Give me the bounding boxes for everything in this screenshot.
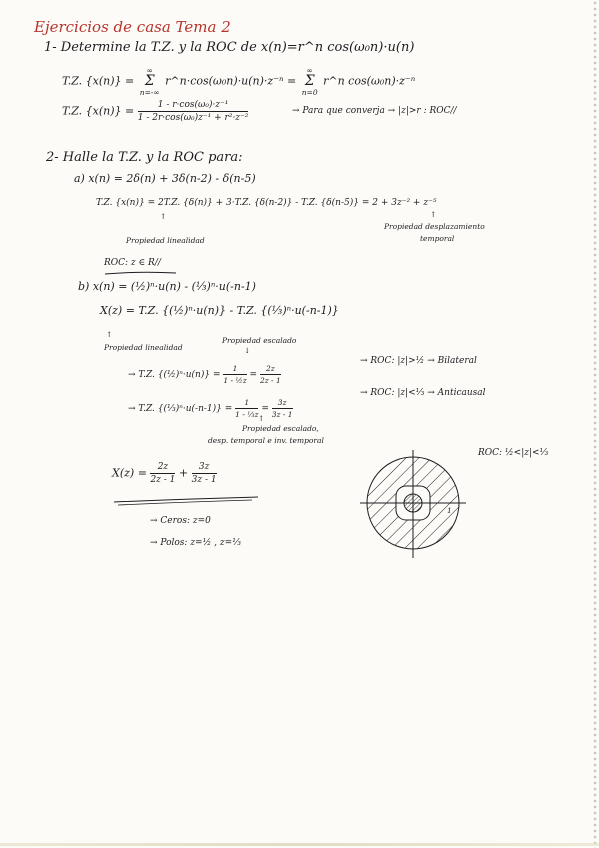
ex1-line1-body2: r^n cos(ω₀n)·z⁻ⁿ [323, 74, 416, 88]
ex2b-term1-frac1 [223, 364, 246, 385]
ex2b-final-n1: 2z [150, 462, 175, 474]
ex2b-final-frac1 [150, 462, 175, 485]
ex2-statement: 2- Halle la T.Z. y la ROC para: [46, 150, 243, 165]
ex2b-term2-den2: 3z - 1 [271, 410, 293, 419]
ex2b-term2-num2: 3z [272, 398, 293, 409]
ex2b-zeros: → Ceros: z=0 [150, 516, 211, 526]
ex2a-roc-underline [104, 270, 178, 276]
ex1-line2-lhs: T.Z. {x(n)} = [62, 104, 135, 118]
ex2a-note-linear: Propiedad linealidad [126, 236, 205, 245]
ex2b-term2-frac1 [235, 398, 258, 419]
ex2a-note-shift-2: temporal [420, 234, 455, 243]
ex2a-note-shift-1: Propiedad desplazamiento [384, 222, 485, 231]
ex2b-term2-frac2 [272, 398, 293, 419]
ex2b-final-n2: 3z [192, 462, 217, 474]
ex1-sum1 [140, 66, 160, 97]
ex1-line1-lhs: T.Z. {x(n)} = [62, 74, 135, 88]
ex2a-signal: a) x(n) = 2δ(n) + 3δ(n-2) - δ(n-5) [74, 172, 256, 185]
ex2b-term2: → T.Z. {(⅓)ⁿ·u(-n-1)} = $\frac{1}{\text{1 - ⅓z}}$ = $\frac{3z}{3z - 1}$ [128, 398, 293, 419]
ex1-sum1-bot: n=-∞ [139, 88, 160, 97]
ex2b-final [112, 462, 217, 485]
ex1-sum1-sigma: Σ [144, 73, 155, 89]
ex2b-term1-lhs: → T.Z. {(½)ⁿ·u(n)} = [128, 370, 221, 380]
ex1-sum1-top: ∞ [146, 66, 153, 75]
ex2b-note-scaled: Propiedad escalado [222, 336, 297, 345]
ex2b-arrow-down: ↓ [244, 346, 251, 355]
ex2b-term2-lhs: → T.Z. {(⅓)ⁿ·u(-n-1)} = [128, 404, 233, 414]
ex1-line2 [62, 100, 248, 123]
ex1-line1 [62, 66, 415, 97]
ex2b-final-d1: 2z - 1 [150, 475, 176, 485]
ex1-line2-num: 1 - r·cos(ω₀)·z⁻¹ [138, 100, 249, 112]
ex2b-final-underline [112, 494, 262, 506]
ex1-sum2-bot: n=0 [301, 88, 318, 97]
ex2b-final-plus: + [178, 466, 189, 480]
ex2b-term1-num1: 1 [223, 364, 246, 375]
ex2b-term2-den1: 1 - ⅓z [235, 410, 259, 419]
roc-plot-tick: 1 [447, 506, 452, 515]
ex2b-note-props-1: Propiedad escalado, [242, 424, 319, 433]
ex2b-term2-roc: → ROC: |z|<⅓ → Anticausal [360, 388, 486, 398]
ex2a-arrow-up-2: ↑ [430, 210, 437, 219]
ex1-line2-fraction [138, 100, 249, 123]
ex2b-arrow-up-1: ↑ [106, 330, 113, 339]
ex2b-roc-plot-label: ROC: ½<|z|<⅓ [478, 448, 549, 458]
ex2b-note-linear: Propiedad linealidad [104, 343, 183, 352]
ex1-sum2-sigma: Σ [304, 73, 315, 89]
ex2b-term1-num2: 2z [260, 364, 281, 375]
ex2b-arrow-up-2: ↑ [258, 414, 265, 423]
ex2b-poles: → Polos: z=½ , z=⅓ [150, 538, 241, 548]
ex1-line2-den: 1 - 2r·cos(ω₀)z⁻¹ + r²·z⁻² [137, 113, 249, 123]
ex1-line1-body1: r^n·cos(ω₀n)·u(n)·z⁻ⁿ = [165, 74, 297, 88]
ex1-convergence-note: → Para que converja → |z|>r : ROC// [292, 106, 457, 116]
ex2b-signal: b) x(n) = (½)ⁿ·u(n) - (⅓)ⁿ·u(-n-1) [78, 280, 256, 293]
ex2b-term1-roc: → ROC: |z|>½ → Bilateral [360, 356, 477, 366]
ex2b-term1-den2: 2z - 1 [259, 376, 281, 385]
ex2b-final-lhs: X(z) = [112, 466, 147, 480]
ex2b-xz: X(z) = T.Z. {(½)ⁿ·u(n)} - T.Z. {(⅓)ⁿ·u(-n-1)} [100, 304, 339, 317]
page-bottom-edge [0, 843, 599, 846]
ex2b-term1-frac2 [260, 364, 281, 385]
ex2b-term2-num1: 1 [235, 398, 258, 409]
ex1-statement: 1- Determine la T.Z. y la ROC de x(n)=r^n cos(ω₀n)·u(n) [44, 40, 415, 55]
ex2b-note-props-2: desp. temporal e inv. temporal [208, 436, 324, 445]
ex2b-term1-den1: 1 - ½z [223, 376, 247, 385]
page-title: Ejercicios de casa Tema 2 [34, 18, 231, 36]
ex2b-final-frac2 [192, 462, 217, 485]
ex1-sum2 [302, 66, 318, 97]
ex2b-term1: → T.Z. {(½)ⁿ·u(n)} = $\frac{1}{\text{1 - ½z}}$ = $\frac{2z}{2z - 1}$ [128, 364, 281, 385]
ex2a-roc: ROC: z ∈ R// [104, 258, 161, 268]
ex2a-tz: T.Z. {x(n)} = 2T.Z. {δ(n)} + 3·T.Z. {δ(n-2)} - T.Z. {δ(n-5)} = 2 + 3z⁻² + z⁻⁵ [96, 198, 437, 208]
ex2a-arrow-up-1: ↑ [160, 212, 167, 221]
ex2b-final-d2: 3z - 1 [191, 475, 217, 485]
notebook-edge [593, 0, 597, 848]
roc-plot [360, 440, 490, 570]
ex1-sum2-top: ∞ [306, 66, 313, 75]
